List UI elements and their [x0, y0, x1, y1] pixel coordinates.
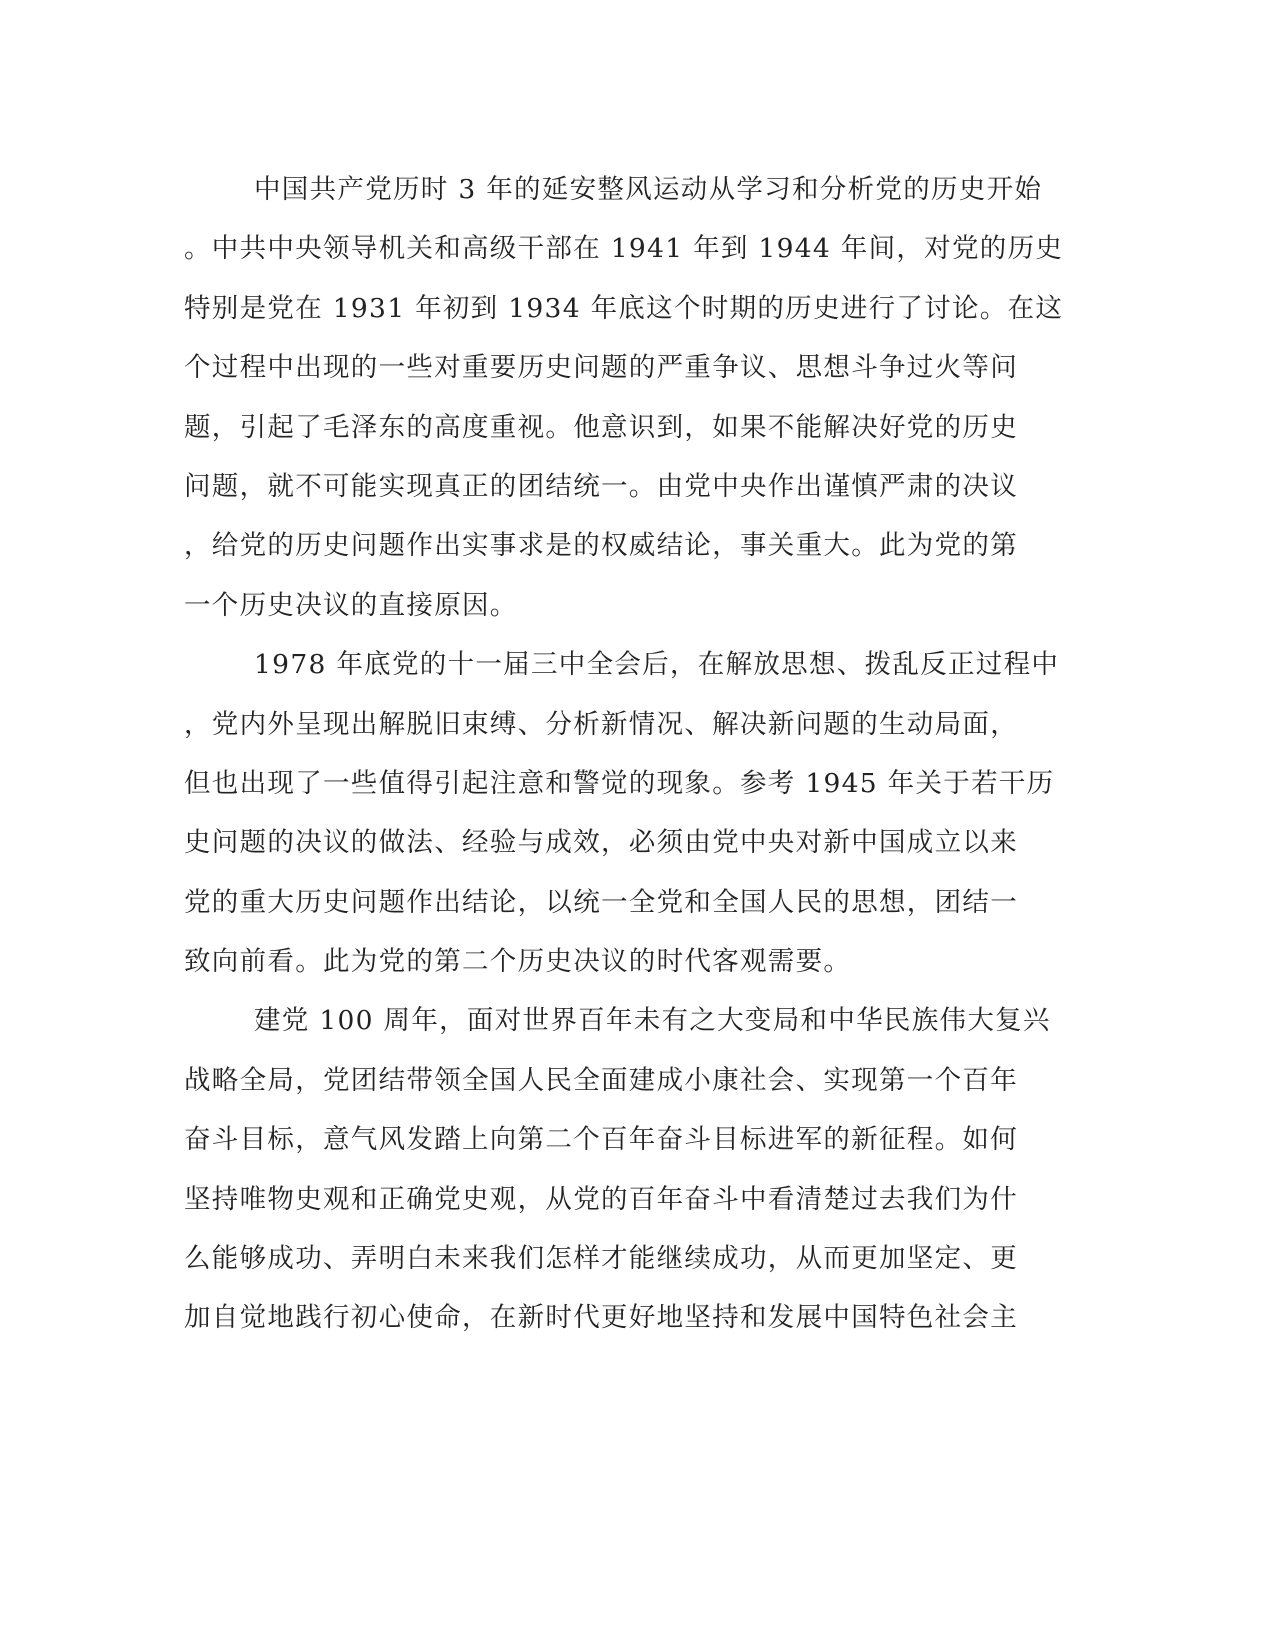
- text-line: 。中共中央领导机关和高级干部在 1941 年到 1944 年间，对党的历史: [184, 233, 1064, 265]
- text-line: 个过程中出现的一些对重要历史问题的严重争议、思想斗争过火等问: [184, 352, 1018, 384]
- text-line: 建党 100 周年，面对世界百年未有之大变局和中华民族伟大复兴: [254, 1005, 1051, 1037]
- paragraph-3: [184, 991, 1064, 1347]
- body-text: [184, 160, 1064, 1348]
- paragraph-1: [184, 160, 1064, 635]
- text-line: 特别是党在 1931 年初到 1934 年底这个时期的历史进行了讨论。在这: [184, 292, 1064, 324]
- text-line: ，给党的历史问题作出实事求是的权威结论，事关重大。此为党的第: [184, 530, 1018, 562]
- paragraph-2: [184, 635, 1064, 991]
- text-line: 致向前看。此为党的第二个历史决议的时代客观需要。: [184, 946, 852, 978]
- text-line: 党的重大历史问题作出结论，以统一全党和全国人民的思想，团结一: [184, 886, 1018, 918]
- text-line: 问题，就不可能实现真正的团结统一。由党中央作出谨慎严肃的决议: [184, 470, 1018, 502]
- text-line: 1978 年底党的十一届三中全会后，在解放思想、拨乱反正过程中: [254, 649, 1060, 681]
- text-line: ，党内外呈现出解脱旧束缚、分析新情况、解决新问题的生动局面，: [184, 708, 1018, 740]
- text-line: 但也出现了一些值得引起注意和警觉的现象。参考 1945 年关于若干历: [184, 767, 1055, 799]
- text-line: 战略全局，党团结带领全国人民全面建成小康社会、实现第一个百年: [184, 1064, 1018, 1096]
- text-line: 中国共产党历时 3 年的延安整风运动从学习和分析党的历史开始: [254, 174, 1043, 205]
- text-line: 史问题的决议的做法、经验与成效，必须由党中央对新中国成立以来: [184, 827, 1018, 859]
- text-line: 题，引起了毛泽东的高度重视。他意识到，如果不能解决好党的历史: [184, 411, 1018, 443]
- text-line: 加自觉地践行初心使命，在新时代更好地坚持和发展中国特色社会主: [184, 1302, 1018, 1334]
- text-line: 一个历史决议的直接原因。: [184, 589, 518, 621]
- text-line: 坚持唯物史观和正确党史观，从党的百年奋斗中看清楚过去我们为什: [184, 1183, 1018, 1215]
- text-line: 奋斗目标，意气风发踏上向第二个百年奋斗目标进军的新征程。如何: [184, 1124, 1018, 1156]
- text-line: 么能够成功、弄明白未来我们怎样才能继续成功，从而更加坚定、更: [184, 1243, 1018, 1275]
